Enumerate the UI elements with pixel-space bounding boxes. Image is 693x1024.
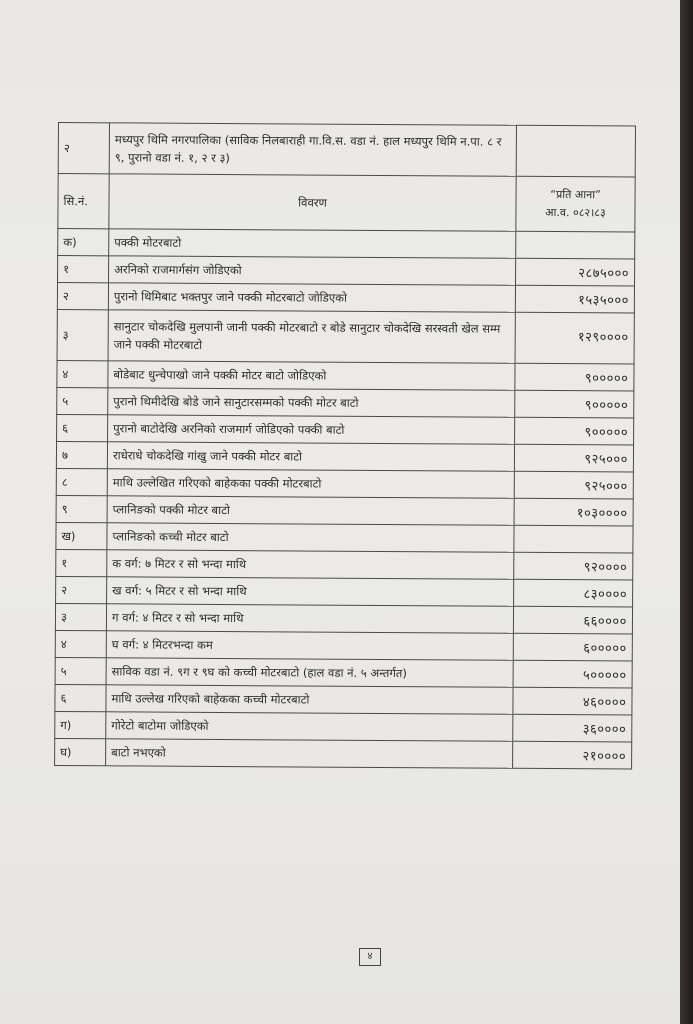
row-rate: ९२५००० bbox=[514, 444, 633, 472]
row-rate: ४६०००० bbox=[513, 687, 632, 715]
table-row bbox=[55, 738, 632, 769]
row-description: राधेराधे चोकदेखि गांखु जाने पक्की मोटर बाटो bbox=[107, 442, 514, 471]
land-rate-table bbox=[54, 122, 636, 770]
row-rate: ६००००० bbox=[513, 633, 632, 661]
row-description: माथि उल्लेखित गरिएको बाहेकका पक्की मोटरबाटो bbox=[107, 469, 514, 498]
table-row bbox=[56, 522, 633, 553]
table-row bbox=[57, 414, 634, 445]
row-rate: ९२०००० bbox=[514, 552, 633, 580]
row-rate bbox=[516, 231, 635, 259]
row-description: पक्की मोटरबाटो bbox=[109, 229, 516, 258]
row-sn: ३ bbox=[55, 603, 106, 630]
row-sn: २ bbox=[57, 283, 108, 310]
table-row bbox=[58, 229, 635, 260]
row-rate bbox=[514, 525, 633, 553]
table-row bbox=[57, 309, 634, 364]
table-title-row bbox=[58, 123, 635, 178]
row-description: पुरानो थिमिबाट भक्तपुर जाने पक्की मोटरबाटो जोडिएको bbox=[108, 283, 515, 312]
page-edge-background bbox=[680, 0, 693, 1024]
row-rate: ९००००० bbox=[515, 390, 634, 418]
row-sn: क) bbox=[58, 229, 109, 256]
table-row bbox=[55, 630, 632, 661]
title-sn: २ bbox=[58, 123, 109, 174]
row-description: प्लानिङको पक्की मोटर बाटो bbox=[107, 496, 514, 525]
col-header-description: विवरण bbox=[109, 174, 516, 231]
col-header-sn: सि.नं. bbox=[58, 174, 109, 229]
table-row bbox=[57, 387, 634, 418]
row-sn: ४ bbox=[57, 360, 108, 387]
row-rate: ५००००० bbox=[513, 660, 632, 688]
row-rate: ९२५००० bbox=[514, 471, 633, 499]
title-description: मध्यपुर थिमि नगरपालिका (साविक निलबाराही गा.वि.स. वडा नं. हाल मध्यपुर थिमि न.पा. ८ र ९, पुरानो वडा नं. १, २ र ३) bbox=[109, 123, 516, 176]
row-rate: २८७५००० bbox=[516, 258, 635, 286]
rate-header-line1: “प्रति आना” bbox=[550, 188, 601, 202]
row-description: साविक वडा नं. ९ग र ९घ को कच्ची मोटरबाटो (हाल वडा नं. ५ अन्तर्गत) bbox=[106, 658, 513, 687]
row-sn: ९ bbox=[56, 495, 107, 522]
table-row bbox=[56, 441, 633, 472]
row-description: प्लानिङको कच्ची मोटर बाटो bbox=[107, 523, 514, 552]
row-rate: १२९०००० bbox=[515, 312, 634, 364]
row-description: पुरानो बाटोदेखि अरनिको राजमार्ग जोडिएको पक्की बाटो bbox=[108, 415, 515, 444]
table-row bbox=[56, 576, 633, 607]
table-header-row bbox=[58, 174, 635, 233]
table-row bbox=[55, 711, 632, 742]
row-sn: ६ bbox=[57, 414, 108, 441]
row-description: बोडेबाट धुन्चेपाखो जाने पक्की मोटर बाटो जोडिएको bbox=[108, 361, 515, 390]
table-row bbox=[55, 684, 632, 715]
row-rate: ३६०००० bbox=[513, 714, 632, 742]
row-sn: ६ bbox=[55, 684, 106, 711]
row-sn: ५ bbox=[55, 657, 106, 684]
row-description: पुरानो थिमीदेखि बोडे जाने सानुटारसम्मको पक्की मोटर बाटो bbox=[108, 388, 515, 417]
row-description: माथि उल्लेख गरिएको बाहेकका कच्ची मोटरबाटो bbox=[106, 685, 513, 714]
table-row bbox=[57, 360, 634, 391]
table-row bbox=[55, 603, 632, 634]
row-description: ख वर्ग: ५ मिटर र सो भन्दा माथि bbox=[107, 577, 514, 606]
table-row bbox=[55, 657, 632, 688]
row-description: ग वर्ग: ४ मिटर र सो भन्दा माथि bbox=[106, 604, 513, 633]
row-description: क वर्ग: ७ मिटर र सो भन्दा माथि bbox=[107, 550, 514, 579]
table-row bbox=[58, 256, 635, 287]
row-description: सानुटार चोकदेखि मुलपानी जानी पक्की मोटरबाटो र बोडे सानुटार चोकदेखि सरस्वती खेल सम्म जाने पक्की मोटरबाटो bbox=[108, 310, 515, 363]
table-row bbox=[56, 495, 633, 526]
row-sn: १ bbox=[56, 549, 107, 576]
row-rate: ९००००० bbox=[515, 417, 634, 445]
row-description: गोरेटो बाटोमा जोडिएको bbox=[106, 712, 513, 741]
row-sn: घ) bbox=[55, 738, 106, 765]
row-sn: ४ bbox=[55, 630, 106, 657]
row-rate: ९००००० bbox=[515, 363, 634, 391]
row-description: बाटो नभएको bbox=[106, 739, 513, 768]
row-sn: ८ bbox=[56, 468, 107, 495]
row-description: घ वर्ग: ४ मिटरभन्दा कम bbox=[106, 631, 513, 660]
row-sn: ग) bbox=[55, 711, 106, 738]
row-sn: ३ bbox=[57, 309, 108, 360]
row-sn: २ bbox=[56, 576, 107, 603]
row-rate: १०३०००० bbox=[514, 498, 633, 526]
table-row bbox=[56, 468, 633, 499]
table-row bbox=[57, 283, 634, 314]
row-sn: ७ bbox=[56, 441, 107, 468]
row-rate: ८३०००० bbox=[514, 579, 633, 607]
rate-header-line2: आ.व. ०८२।८३ bbox=[545, 205, 606, 220]
row-sn: ख) bbox=[56, 522, 107, 549]
row-sn: १ bbox=[58, 256, 109, 283]
row-rate: १५३५००० bbox=[515, 285, 634, 313]
row-rate: २१०००० bbox=[513, 741, 632, 769]
page-number bbox=[359, 948, 381, 966]
table-row bbox=[56, 549, 633, 580]
row-sn: ५ bbox=[57, 387, 108, 414]
title-empty-cell bbox=[516, 125, 635, 177]
page-number-text: ४ bbox=[367, 951, 373, 962]
row-description: अरनिको राजमार्गसंग जोडिएको bbox=[109, 256, 516, 285]
row-rate: ६६०००० bbox=[513, 606, 632, 634]
col-header-rate bbox=[516, 176, 635, 232]
